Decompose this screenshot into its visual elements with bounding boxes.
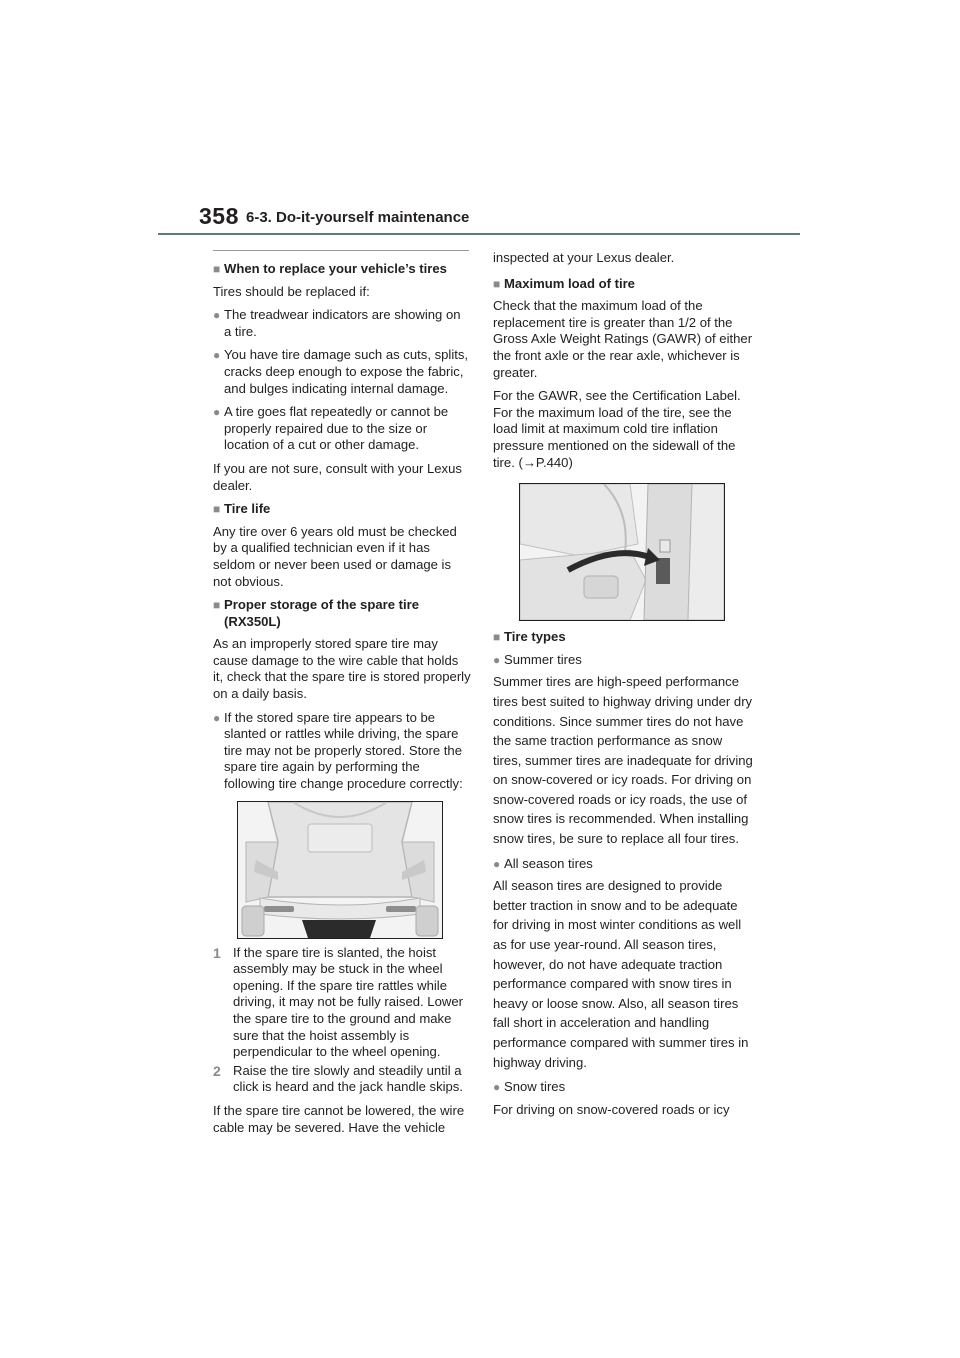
paragraph: inspected at your Lexus dealer. xyxy=(493,250,675,265)
round-bullet-icon: ● xyxy=(213,710,221,725)
round-bullet-icon: ● xyxy=(213,348,221,363)
paragraph: Any tire over 6 years old must be checked by a qualified technician even if it has seldom or never been used or damage is not obvious. xyxy=(213,523,457,589)
certification-label-figure xyxy=(519,483,725,621)
section-heading-tire-types: ■ Tire types xyxy=(493,629,566,645)
header-rule xyxy=(158,233,800,235)
section-heading-replace: ■ When to replace your vehicle’s tires xyxy=(213,261,447,276)
bullet-item: ● If the stored spare tire appears to be slanted or rattles while driving, the spare tire may not be properly stored. Store the spare tire again by performing the following tire change procedure correctly: xyxy=(213,709,463,792)
round-bullet-icon: ● xyxy=(493,856,501,871)
door-pillar-illustration xyxy=(520,484,724,620)
square-bullet-icon: ■ xyxy=(493,630,501,645)
paragraph: For the GAWR, see the Certification Label. For the maximum load of the tire, see the load limit at maximum cold tire inflation pressure mentioned on the sidewall of the tire. (→P.440) xyxy=(493,388,741,470)
section-heading-tire-life: ■ Tire life xyxy=(213,501,271,517)
vehicle-rear-illustration xyxy=(238,802,442,938)
column-rule xyxy=(213,250,469,251)
paragraph: Summer tires are high-speed performance tires best suited to highway driving under dry conditions. Since summer tires do not have the same traction performance as snow tires, summer tires are inadequate for driving on snow-covered or icy roads. For driving on snow-covered roads or icy roads, the use of snow tires is recommended. When installing snow tires, be sure to replace all four tires. xyxy=(493,674,753,847)
bullet-item: ● Snow tires xyxy=(493,1079,566,1095)
section-heading-max-load: ■ Maximum load of tire xyxy=(493,275,635,291)
chapter-title: 6-3. Do-it-yourself maintenance xyxy=(246,209,470,226)
step-item: 2 Raise the tire slowly and steadily until a click is heard and the jack handle skips. xyxy=(213,1062,463,1095)
step-item: 1 If the spare tire is slanted, the hoist assembly may be stuck in the wheel opening. If the spare tire rattles while driving, it may not be fully raised. Lower the spare tire to the ground and make sure that the hoist assembly is perpendicular to the wheel opening. xyxy=(213,944,463,1060)
paragraph: Tires should be replaced if: xyxy=(213,283,370,299)
paragraph: For driving on snow-covered roads or icy xyxy=(493,1101,730,1117)
rear-spare-tire-figure xyxy=(237,801,443,939)
bullet-item: ● A tire goes flat repeatedly or cannot be properly repaired due to the size or location of a cut or other damage. xyxy=(213,404,449,453)
bullet-item: ● All season tires xyxy=(493,855,593,871)
paragraph: If the spare tire cannot be lowered, the wire cable may be severed. Have the vehicle xyxy=(213,1102,465,1135)
round-bullet-icon: ● xyxy=(493,1080,501,1095)
step-number: 2 xyxy=(213,1062,221,1079)
section-heading-spare-storage: ■ Proper storage of the spare tire (RX350L) xyxy=(213,597,420,629)
paragraph: As an improperly stored spare tire may cause damage to the wire cable that holds it, check that the spare tire is stored properly on a daily basis. xyxy=(213,636,471,702)
square-bullet-icon: ■ xyxy=(493,276,501,291)
square-bullet-icon: ■ xyxy=(213,502,221,517)
round-bullet-icon: ● xyxy=(493,652,501,667)
bullet-item: ● You have tire damage such as cuts, splits, cracks deep enough to expose the fabric, and bulges indicating internal damage. xyxy=(213,347,469,396)
page-number: 358 xyxy=(199,203,239,229)
round-bullet-icon: ● xyxy=(213,405,221,420)
paragraph: All season tires are designed to provide better traction in snow and to be adequate for driving in most winter conditions as well as for use year-round. All season tires, however, do not have adequate traction performance compared with snow tires in heavy or loose snow. Also, all season tires fall short in acceleration and handling performance compared with summer tires in highway driving. xyxy=(493,878,749,1070)
round-bullet-icon: ● xyxy=(213,308,221,323)
step-number: 1 xyxy=(213,944,221,961)
right-column xyxy=(493,250,753,1126)
square-bullet-icon: ■ xyxy=(213,598,221,613)
bullet-item: ● The treadwear indicators are showing on a tire. xyxy=(213,307,461,339)
paragraph: Check that the maximum load of the replacement tire is greater than 1/2 of the Gross Axle Weight Ratings (GAWR) of either the front axle or the rear axle, whichever is greater. xyxy=(493,298,753,380)
left-column xyxy=(213,250,471,1143)
page-header xyxy=(199,203,799,243)
bullet-item: ● Summer tires xyxy=(493,651,582,667)
square-bullet-icon: ■ xyxy=(213,262,221,276)
paragraph: If you are not sure, consult with your Lexus dealer. xyxy=(213,460,462,493)
